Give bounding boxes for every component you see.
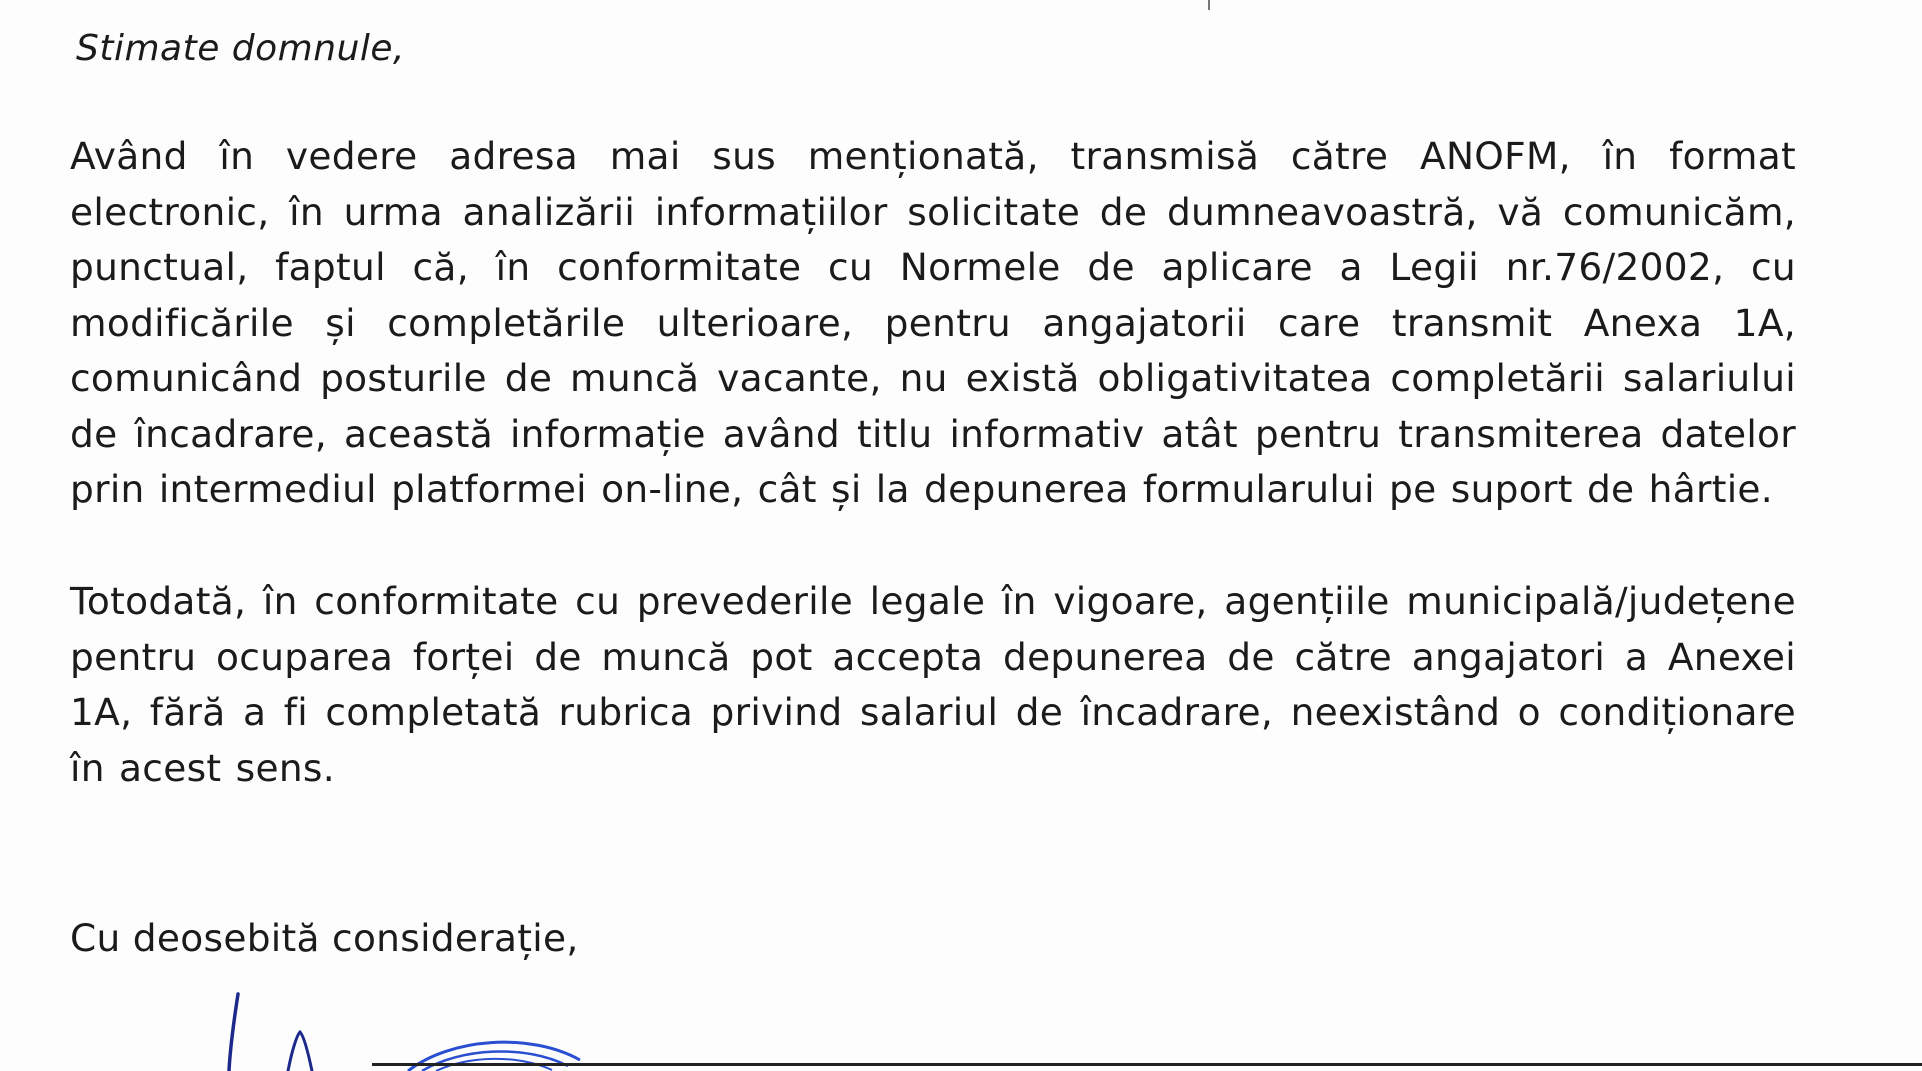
body-paragraph-1: Având în vedere adresa mai sus menționată, transmisă către ANOFM, în format electronic, în urma analizării informațiilor solicitate de dumneavoastră, vă comunicăm, punctual, faptul că, în conformitate cu Normele de aplicare a Legii nr.76/2002, cu modificările și completările ulterioare, pentru angajatorii care transmit Anexa 1A, comunicând posturile de muncă vacante, nu există obligativitatea completării salariului de încadrare, această informație având titlu informativ atât pentru transmiterea datelor prin intermediul platformei on-line, cât și la depunerea formularului pe suport de hârtie.: [70, 134, 1796, 511]
signature-stroke-2: [288, 1032, 312, 1071]
bottom-border-line: [372, 1063, 1922, 1066]
body-paragraph-2: Totodată, în conformitate cu prevederile legale în vigoare, agențiile municipală/județene pentru ocuparea forței de muncă pot accepta depunerea de către angajatori a Anexei 1A, fără a fi completată rubrica privind salariul de încadrare, neexistând o condiționare în acest sens.: [70, 579, 1796, 790]
scan-mark: [1208, 0, 1210, 10]
closing-line: Cu deosebită considerație,: [70, 916, 579, 960]
signature-and-stamp: [200, 980, 720, 1071]
salutation: Stimate domnule,: [76, 28, 405, 69]
signature-stroke-1: [229, 994, 238, 1071]
stamp-arc-outer: [408, 1042, 580, 1071]
